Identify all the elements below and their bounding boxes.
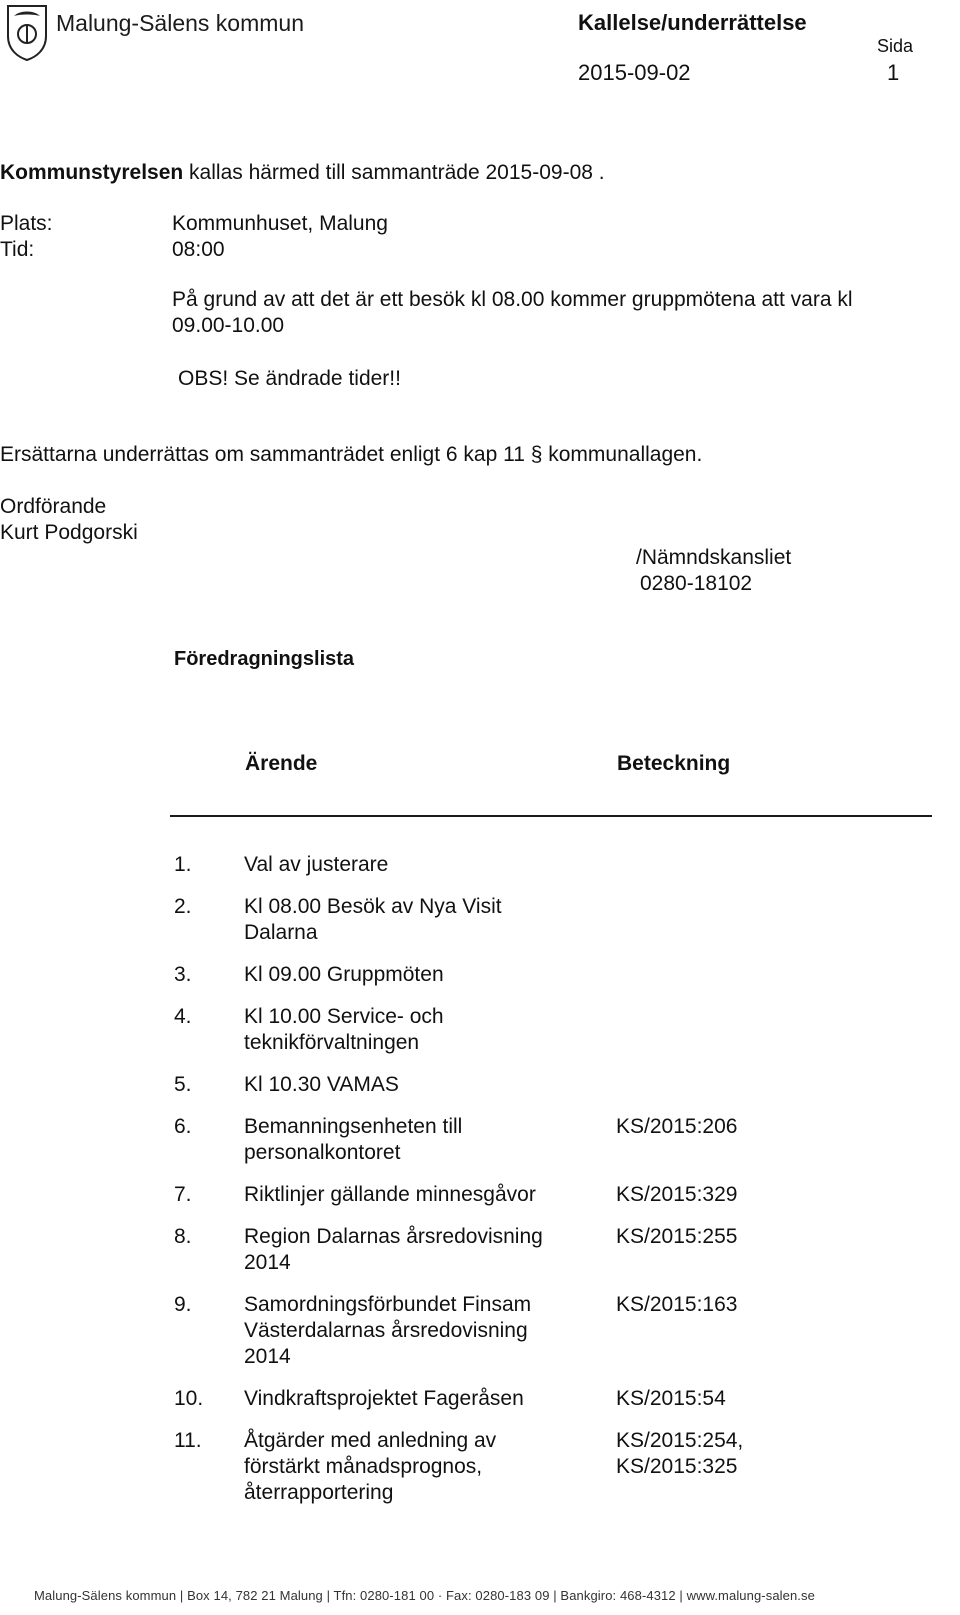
agenda-item xyxy=(174,1114,934,1166)
agenda-item-reference: KS/2015:206 xyxy=(616,1115,738,1138)
agenda-item-title: Riktlinjer gällande minnesgåvor xyxy=(244,1183,536,1206)
agenda-item xyxy=(174,1428,934,1506)
agenda-item xyxy=(174,894,934,946)
agenda-item-reference: KS/2015:255 xyxy=(616,1225,738,1248)
agenda-item xyxy=(174,1292,934,1370)
agenda-item-number: 1. xyxy=(174,853,192,876)
agenda-item-number: 5. xyxy=(174,1073,192,1096)
office-phone: 0280-18102 xyxy=(640,572,753,595)
place-label: Plats: xyxy=(0,212,53,235)
agenda-item xyxy=(174,962,934,988)
agenda-item-number: 9. xyxy=(174,1293,192,1316)
agenda-item-number: 11. xyxy=(174,1429,202,1452)
footer-contact-info: Malung-Sälens kommun | Box 14, 782 21 Malung | Tfn: 0280-181 00 · Fax: 0280-183 09 | Bankgiro: 468-4312 | www.malung-salen.se xyxy=(34,1588,815,1603)
chair-title: Ordförande xyxy=(0,495,107,518)
agenda-item-title: Kl 10.30 VAMAS xyxy=(244,1073,399,1096)
page-number: 1 xyxy=(887,60,900,85)
agenda-item-number: 3. xyxy=(174,963,192,986)
place-value: Kommunhuset, Malung xyxy=(172,212,388,235)
agenda-item-title: Åtgärder med anledning av förstärkt månadsprognos, återrapportering xyxy=(244,1429,497,1504)
agenda-item-title: Kl 09.00 Gruppmöten xyxy=(244,963,444,986)
agenda-item xyxy=(174,1072,934,1098)
schedule-notice: På grund av att det är ett besök kl 08.00 kommer gruppmötena att vara kl 09.00-10.00 xyxy=(172,288,853,337)
time-label: Tid: xyxy=(0,238,35,261)
meeting-intro xyxy=(0,160,605,186)
agenda-item-title: Kl 08.00 Besök av Nya Visit Dalarna xyxy=(244,895,502,944)
chair-name: Kurt Podgorski xyxy=(0,521,138,544)
agenda-item-title: Vindkraftsprojektet Fageråsen xyxy=(244,1387,524,1410)
agenda-title: Föredragningslista xyxy=(174,648,355,670)
agenda-item xyxy=(174,1004,934,1056)
organization-name: Malung-Sälens kommun xyxy=(56,10,305,36)
agenda-item-reference: KS/2015:54 xyxy=(616,1387,726,1410)
agenda-item-title: Region Dalarnas årsredovisning 2014 xyxy=(244,1225,543,1274)
office-name: /Nämndskansliet xyxy=(636,546,792,569)
header-divider xyxy=(170,815,932,817)
obs-notice: OBS! Se ändrade tider!! xyxy=(178,367,401,390)
page-label: Sida xyxy=(877,36,914,56)
agenda-item-reference: KS/2015:329 xyxy=(616,1183,738,1206)
agenda-item-reference: KS/2015:254, KS/2015:325 xyxy=(616,1429,744,1478)
column-header-reference: Beteckning xyxy=(617,752,731,775)
agenda-item-number: 6. xyxy=(174,1115,192,1138)
agenda-item-title: Bemanningsenheten till personalkontoret xyxy=(244,1115,463,1164)
document-date: 2015-09-02 xyxy=(578,60,691,85)
agenda-item xyxy=(174,852,934,878)
agenda-item-title: Val av justerare xyxy=(244,853,389,876)
intro-text: kallas härmed till sammanträde 2015-09-08 . xyxy=(183,161,605,184)
agenda-item-title: Samordningsförbundet Finsam Västerdalarnas årsredovisning 2014 xyxy=(244,1293,532,1368)
agenda-list xyxy=(174,852,934,1522)
agenda-item-number: 8. xyxy=(174,1225,192,1248)
agenda-item-reference: KS/2015:163 xyxy=(616,1293,738,1316)
agenda-item-number: 2. xyxy=(174,895,192,918)
agenda-item xyxy=(174,1224,934,1276)
committee-name: Kommunstyrelsen xyxy=(0,161,184,184)
substitutes-notice: Ersättarna underrättas om sammanträdet enligt 6 kap 11 § kommunallagen. xyxy=(0,443,703,466)
document-type: Kallelse/underrättelse xyxy=(578,10,807,35)
agenda-item-title: Kl 10.00 Service- och teknikförvaltningen xyxy=(244,1005,444,1054)
column-header-matter: Ärende xyxy=(245,752,318,775)
municipality-crest-logo xyxy=(4,2,50,62)
time-value: 08:00 xyxy=(172,238,225,261)
agenda-item xyxy=(174,1386,934,1412)
agenda-item-number: 7. xyxy=(174,1183,192,1206)
agenda-item-number: 4. xyxy=(174,1005,192,1028)
agenda-item-number: 10. xyxy=(174,1387,204,1410)
agenda-item xyxy=(174,1182,934,1208)
